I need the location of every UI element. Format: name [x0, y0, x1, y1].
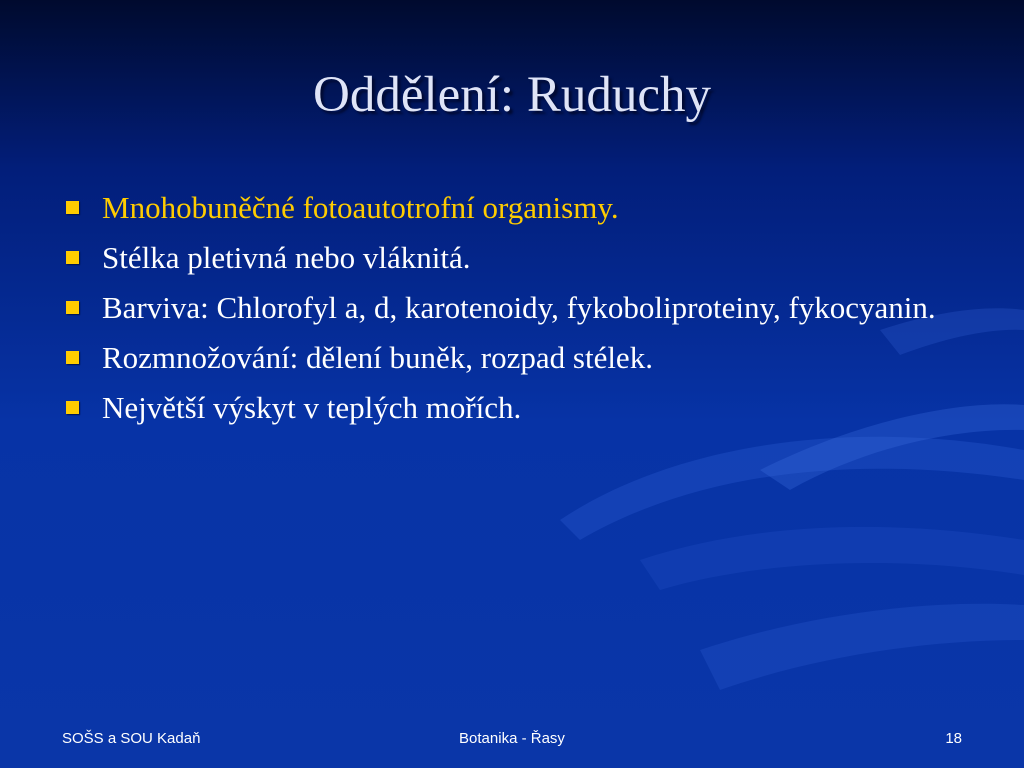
square-bullet-icon — [66, 201, 79, 214]
bullet-text: Rozmnožování: dělení buněk, rozpad stélek. — [102, 340, 653, 375]
bullet-item — [60, 286, 980, 330]
square-bullet-icon — [66, 401, 79, 414]
bullet-item — [60, 336, 980, 380]
square-bullet-icon — [66, 251, 79, 264]
footer-left: SOŠS a SOU Kadaň — [62, 730, 201, 747]
footer-center: Botanika - Řasy — [459, 730, 565, 747]
bullet-text: Největší výskyt v teplých mořích. — [102, 390, 522, 425]
square-bullet-icon — [66, 301, 79, 314]
page-number: 18 — [945, 730, 962, 747]
bullet-list — [60, 186, 980, 436]
bullet-text: Mnohobuněčné fotoautotrofní organismy. — [102, 190, 619, 225]
bullet-text: Barviva: Chlorofyl a, d, karotenoidy, fykoboliproteiny, fykocyanin. — [102, 290, 936, 325]
bullet-text: Stélka pletivná nebo vláknitá. — [102, 240, 471, 275]
bullet-item — [60, 186, 980, 230]
square-bullet-icon — [66, 351, 79, 364]
bullet-item — [60, 236, 980, 280]
bullet-item — [60, 386, 980, 430]
slide-title: Oddělení: Ruduchy — [312, 67, 711, 123]
